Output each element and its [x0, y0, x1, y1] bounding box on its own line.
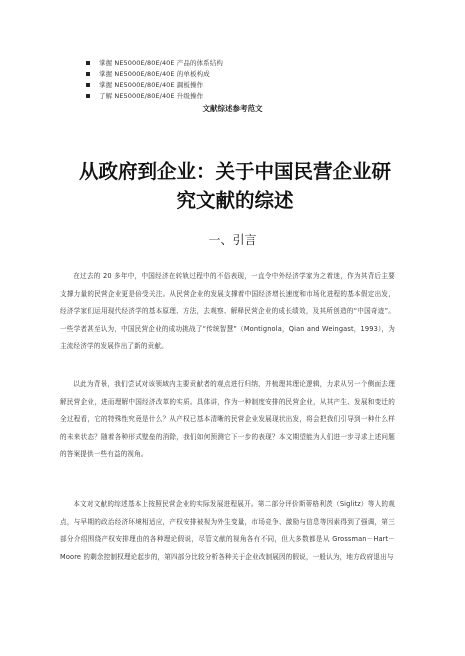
- reference-note: 文献综述参考范文: [202, 104, 263, 113]
- paragraph: [60, 268, 395, 356]
- page-title: 从政府到企业：关于中国民营企业研究文献的综述: [78, 160, 391, 212]
- paragraph-text: 在过去的 20 多年中，中国经济在转轨过程中的不俗表现，一直令中外经济学家为之着迷，作为其背后主要支撑力量的民营企业更是倍受关注。从民营企业的发展支撑着中国经济增长速度和市场化进程的基本假定出发，经济学家们运用现代经济学的基本原理、方法，去观察、解释民营企业的成长绩效，及其所创造的“中国奇迹”。一些学者甚至认为，中国民营企业的成功挑战了“传统智慧”（Montignola，Qian and Weingast，1993），为主流经济学的发展作出了新的贡献。: [60, 272, 395, 351]
- list-item: [86, 68, 386, 79]
- list-item: [86, 79, 386, 90]
- paragraph-text: 以此为背景，我们尝试对该领域内主要贡献者的观点进行归纳，并梳理其理论逻辑，力求从另一个侧面去理解民营企业，进而理解中国经济改革的实质。具体讲，作为一种制度安排的民营企业，从其产生、发展和变迁的全过程看，它的特殊性究竟是什么？从产权已基本清晰的民营企业发展现状出发，将会把我们引导到一种什么样的未来状态？随着各种形式壁垒的消除，我们如何预测它下一步的表现？本文期望能为人们进一步寻求上述问题的答案提供一些有益的视角。: [60, 380, 395, 459]
- paragraph-text: 本文对文献的综述基本上按照民营企业的实际发展进程展开。第二部分评价斯蒂格利茨（Siglitz）等人的观点，与早期的政治经济环境相适应，产权安排被视为外生变量，市场竞争、激励与信息等因素得到了强调，第三部分介绍围绕产权安排理由的各种理论假说，尽管文献的视角各有不同，但大多数都是从 Grossman－Hart－Moore 的剩余控制权理论起步的，第四部分比较分析各种关于企业改制展因的假说，一般认为，地方政府退出与: [60, 500, 395, 561]
- list-item-text: 掌握 NE5000E/80E/40E 的单板构成: [99, 70, 210, 78]
- bullet-square-icon: [86, 83, 90, 87]
- bullet-square-icon: [86, 72, 90, 76]
- paragraph: [60, 496, 395, 566]
- list-item-text: 掌握 NE5000E/80E/40E 調板操作: [99, 81, 204, 89]
- section-heading: 一、引言: [208, 233, 257, 247]
- bullet-square-icon: [86, 61, 90, 65]
- list-item: [86, 57, 386, 68]
- bullet-square-icon: [86, 94, 90, 98]
- objectives-list: [86, 57, 386, 101]
- paragraph: [60, 376, 395, 464]
- list-item-text: 掌握 NE5000E/80E/40E 产品的体系结构: [99, 59, 223, 67]
- list-item: [86, 90, 386, 101]
- list-item-text: 了解 NE5000E/80E/40E 升级操作: [99, 92, 204, 100]
